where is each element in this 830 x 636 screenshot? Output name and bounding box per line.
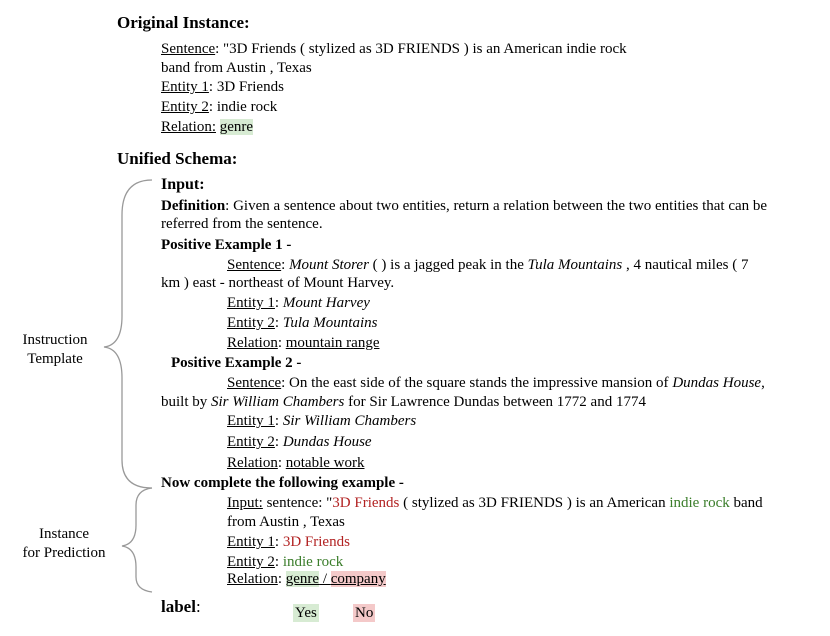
pos1-relation-value: mountain range bbox=[285, 335, 380, 351]
pos2-sentence-part: , bbox=[761, 375, 765, 391]
definition-text: : Given a sentence about two entities, return a relation between the two entities that can be referred from the sentence. bbox=[161, 198, 768, 232]
pos1-relation-sep: : bbox=[277, 335, 286, 351]
definition-label: Definition bbox=[161, 198, 226, 214]
positive-example-1-heading: Positive Example 1 - bbox=[161, 237, 292, 253]
pos2-entity2-sep: : bbox=[274, 434, 283, 450]
pos2-sentence-label: Sentence bbox=[227, 375, 282, 391]
pos1-sentence-part: ( ) is a jagged peak in the bbox=[368, 257, 528, 273]
instruction-template-line1: Instruction bbox=[22, 332, 88, 348]
complete-input-part: sentence: " bbox=[262, 495, 333, 511]
relation-option-genre: genre bbox=[285, 571, 320, 587]
instruction-template-brace bbox=[104, 180, 152, 488]
positive-example-2-heading: Positive Example 2 - bbox=[171, 355, 302, 371]
instruction-template-line2: Template bbox=[27, 351, 83, 367]
pos1-sentence-part: , 4 nautical miles ( 7 bbox=[622, 257, 749, 273]
original-entity2-value: : indie rock bbox=[208, 99, 278, 115]
pos2-entity1-value: Sir William Chambers bbox=[282, 413, 417, 429]
pos2-relation-value: notable work bbox=[285, 455, 365, 471]
complete-entity1-label: Entity 1 bbox=[227, 534, 275, 550]
label-no: No bbox=[355, 605, 374, 621]
pos2-sentence-part: for Sir Lawrence Dundas between 1772 and 1774 bbox=[344, 394, 646, 410]
complete-input-head-entity: 3D Friends bbox=[332, 495, 400, 511]
complete-entity2-sep: : bbox=[274, 554, 283, 570]
label-colon: : bbox=[195, 597, 201, 616]
complete-entity2-value: indie rock bbox=[282, 554, 344, 570]
label-title: label bbox=[161, 597, 196, 616]
pos2-sentence-italic: Dundas House bbox=[672, 375, 762, 391]
complete-input-line2: from Austin , Texas bbox=[227, 514, 345, 530]
complete-entity2-label: Entity 2 bbox=[227, 554, 275, 570]
original-entity1-value: : 3D Friends bbox=[208, 79, 284, 95]
original-sentence-line2: band from Austin , Texas bbox=[161, 60, 312, 76]
pos1-relation-label: Relation bbox=[227, 335, 278, 351]
original-instance-heading: Original Instance: bbox=[117, 13, 250, 32]
pos2-sentence-part: built by bbox=[161, 394, 212, 410]
relation-option-company: company bbox=[330, 571, 386, 587]
instance-prediction-brace bbox=[122, 488, 152, 592]
original-relation-value: genre bbox=[219, 119, 254, 135]
pos1-sentence-italic: Mount Storer bbox=[289, 257, 369, 273]
complete-relation-label: Relation bbox=[227, 571, 278, 587]
pos2-entity2-value: Dundas House bbox=[282, 434, 372, 450]
complete-input-tail-entity: indie rock bbox=[669, 495, 730, 511]
pos1-entity1-value: Mount Harvey bbox=[282, 295, 370, 311]
original-entity1-label: Entity 1 bbox=[161, 79, 209, 95]
relation-option-separator: / bbox=[319, 571, 331, 587]
complete-input-part: band bbox=[729, 495, 763, 511]
complete-input-label: Input: bbox=[227, 495, 263, 511]
pos2-entity2-label: Entity 2 bbox=[227, 434, 275, 450]
pos1-entity1-sep: : bbox=[274, 295, 283, 311]
original-relation-label: Relation: bbox=[161, 119, 216, 135]
instance-line2: for Prediction bbox=[22, 545, 106, 561]
complete-entity1-sep: : bbox=[274, 534, 283, 550]
original-sentence-label: Sentence bbox=[161, 41, 216, 57]
pos1-sentence-part: : bbox=[281, 257, 290, 273]
unified-schema-heading: Unified Schema: bbox=[117, 149, 238, 168]
pos2-sentence-part: : On the east side of the square stands the impressive mansion of bbox=[281, 375, 673, 391]
pos1-sentence-label: Sentence bbox=[227, 257, 282, 273]
pos2-entity1-label: Entity 1 bbox=[227, 413, 275, 429]
pos2-relation-sep: : bbox=[277, 455, 286, 471]
complete-example-heading: Now complete the following example - bbox=[161, 475, 404, 491]
label-yes: Yes bbox=[295, 605, 317, 621]
pos1-entity2-value: Tula Mountains bbox=[282, 315, 378, 331]
complete-relation-sep: : bbox=[277, 571, 286, 587]
pos1-entity2-sep: : bbox=[274, 315, 283, 331]
pos1-sentence-italic: Tula Mountains bbox=[527, 257, 623, 273]
instance-line1: Instance bbox=[39, 526, 89, 542]
pos2-relation-label: Relation bbox=[227, 455, 278, 471]
input-heading: Input: bbox=[161, 176, 205, 193]
original-sentence-text: : "3D Friends ( stylized as 3D FRIENDS ) is an American indie rock bbox=[215, 41, 627, 57]
pos1-sentence-line2: km ) east - northeast of Mount Harvey. bbox=[161, 275, 395, 291]
pos2-entity1-sep: : bbox=[274, 413, 283, 429]
complete-input-part: ( stylized as 3D FRIENDS ) is an American bbox=[399, 495, 670, 511]
pos2-sentence-italic: Sir William Chambers bbox=[211, 394, 345, 410]
complete-entity1-value: 3D Friends bbox=[282, 534, 350, 550]
pos1-entity1-label: Entity 1 bbox=[227, 295, 275, 311]
original-entity2-label: Entity 2 bbox=[161, 99, 209, 115]
pos1-entity2-label: Entity 2 bbox=[227, 315, 275, 331]
